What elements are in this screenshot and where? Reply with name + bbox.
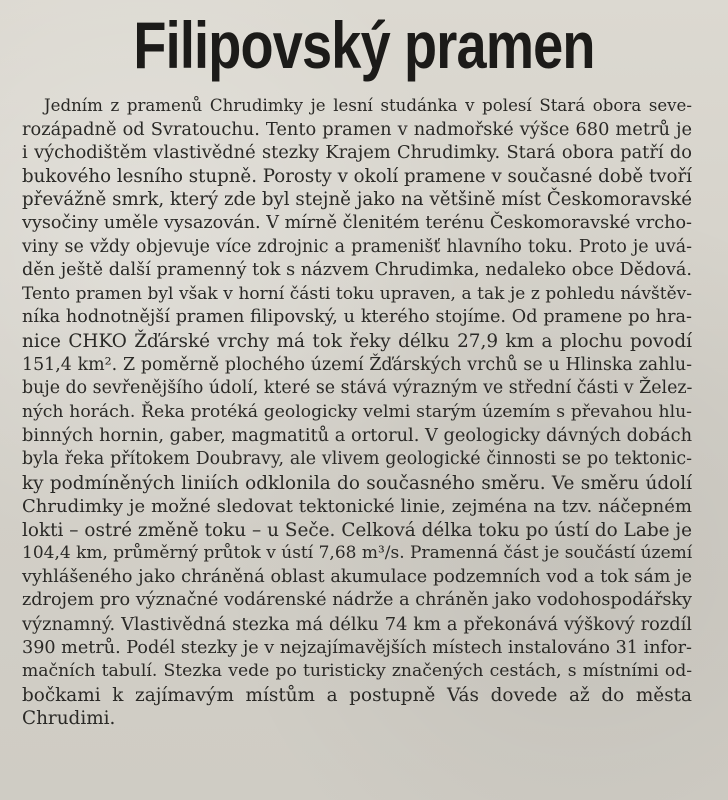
body-paragraph (22, 94, 692, 731)
text-line: Jedním z pramenů Chrudimky je lesní studánka v polesí Stará obora seve- (44, 96, 692, 115)
text-line: byla řeka přítokem Doubravy, ale vlivem geologické činnosti se po tektonic- (22, 448, 692, 469)
text-line: významný. Vlastivědná stezka má délku 74 km a překonává výškový rozdíl (22, 614, 692, 636)
text-line: převážně smrk, který zde byl stejně jako na většině míst Českomoravské (22, 189, 692, 211)
text-line: lokti – ostré změně toku – u Seče. Celková délka toku po ústí do Labe je (22, 519, 692, 541)
text-line: viny se vždy objevuje více zdrojnic a pramenišť hlavního toku. Proto je uvá- (22, 236, 692, 257)
text-line: rozápadně od Svratouchu. Tento pramen v nadmořské výšce 680 metrů je (22, 118, 692, 140)
text-line: 151,4 km². Z poměrně plochého území Žďárských vrchů se u Hlinska zahlu- (22, 354, 692, 375)
text-line: ných horách. Řeka protéká geologicky velmi starým územím s převahou hlu- (22, 401, 692, 422)
text-line: děn ještě další pramenný tok s názvem Chrudimka, nedaleko obce Dědová. (22, 260, 692, 281)
text-line: 390 metrů. Podél stezky je v nejzajímavějších místech instalováno 31 infor- (22, 637, 692, 658)
text-line: Tento pramen byl však v horní části toku upraven, a tak je z pohledu návštěv- (22, 283, 692, 304)
text-line: vysočiny uměle vysazován. V mírně členitém terénu Českomoravské vrcho- (22, 212, 692, 233)
text-line: vyhlášeného jako chráněná oblast akumulace podzemních vod a tok sám je (22, 566, 692, 587)
text-line: ky podmíněných liniích odklonila do současného směru. Ve směru údolí (22, 472, 692, 494)
text-line: bukového lesního stupně. Porosty v okolí pramene v současné době tvoří (22, 165, 692, 187)
page-title: Filipovský pramen (133, 8, 595, 82)
text-line: buje do sevřenějšího údolí, které se stává výrazným ve střední části v Želez- (22, 378, 693, 399)
text-line: Chrudimi. (22, 708, 116, 730)
text-line: níka hodnotnější pramen filipovský, u kterého stojíme. Od pramene po hra- (22, 307, 692, 328)
text-line: bočkami k zajímavým místům a postupně Vás dovede až do města (22, 684, 692, 706)
text-line: binných hornin, gaber, magmatitů a ortorul. V geologicky dávných dobách (22, 425, 693, 447)
text-line: i východištěm vlastivědné stezky Krajem Chrudimky. Stará obora patří do (22, 142, 692, 164)
text-line: 104,4 km, průměrný průtok v ústí 7,68 m³/s. Pramenná část je součástí území (22, 543, 693, 564)
text-line: nice CHKO Žďárské vrchy má tok řeky délku 27,9 km a plochu povodí (22, 330, 692, 352)
text-line: mačních tabulí. Stezka vede po turisticky značených cestách, s místními od- (22, 661, 692, 682)
text-line: Chrudimky je možné sledovat tektonické linie, zejména na tzv. náčepném (22, 496, 692, 518)
text-line: zdrojem pro význačné vodárenské nádrže a chráněn jako vodohospodářsky (22, 590, 692, 611)
